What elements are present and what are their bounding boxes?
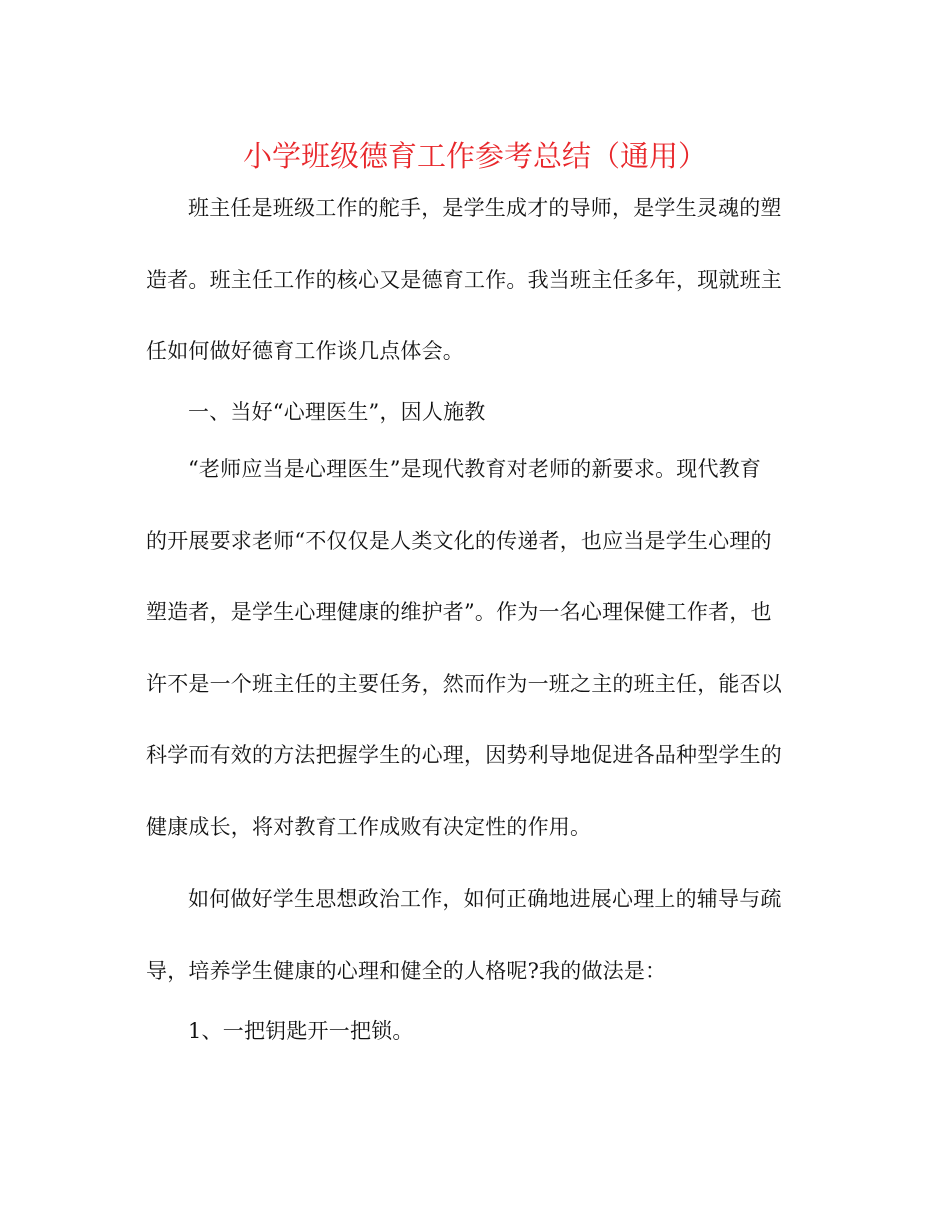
subsection-heading bbox=[146, 996, 806, 1068]
paragraph-method bbox=[146, 864, 806, 1007]
paragraph-line: 塑造者，是学生心理健康的维护者”。作为一名心理保健工作者，也 bbox=[146, 600, 772, 624]
section-heading-line: 一、当好“心理医生”，因人施教 bbox=[188, 400, 486, 424]
paragraph-line: 如何做好学生思想政治工作，如何正确地进展心理上的辅导与疏 bbox=[188, 887, 782, 911]
paragraph-line: 造者。班主任工作的核心又是德育工作。我当班主任多年，现就班主 bbox=[146, 267, 782, 292]
paragraph-line: 健康成长，将对教育工作成败有决定性的作用。 bbox=[146, 814, 592, 839]
paragraph-line: “老师应当是心理医生”是现代教育对老师的新要求。现代教育 bbox=[188, 457, 762, 481]
paragraph-line: 科学而有效的方法把握学生的心理，因势利导地促进各品种型学生的 bbox=[146, 743, 782, 767]
subsection-heading-line: 1、一把钥匙开一把锁。 bbox=[188, 1019, 414, 1043]
document-title: 小学班级德育工作参考总结（通用） bbox=[242, 139, 707, 173]
paragraph-line: 导，培养学生健康的心理和健全的人格呢?我的做法是： bbox=[146, 958, 667, 983]
paragraph-intro bbox=[146, 173, 806, 388]
paragraph-line: 许不是一个班主任的主要任务，然而作为一班之主的班主任，能否以 bbox=[146, 671, 782, 696]
paragraph-psychology bbox=[146, 434, 806, 863]
paragraph-line: 任如何做好德育工作谈几点体会。 bbox=[146, 339, 464, 363]
paragraph-line: 班主任是班级工作的舵手，是学生成才的导师，是学生灵魂的塑 bbox=[188, 196, 782, 220]
paragraph-line: 的开展要求老师“不仅仅是人类文化的传递者，也应当是学生心理的 bbox=[146, 528, 772, 553]
